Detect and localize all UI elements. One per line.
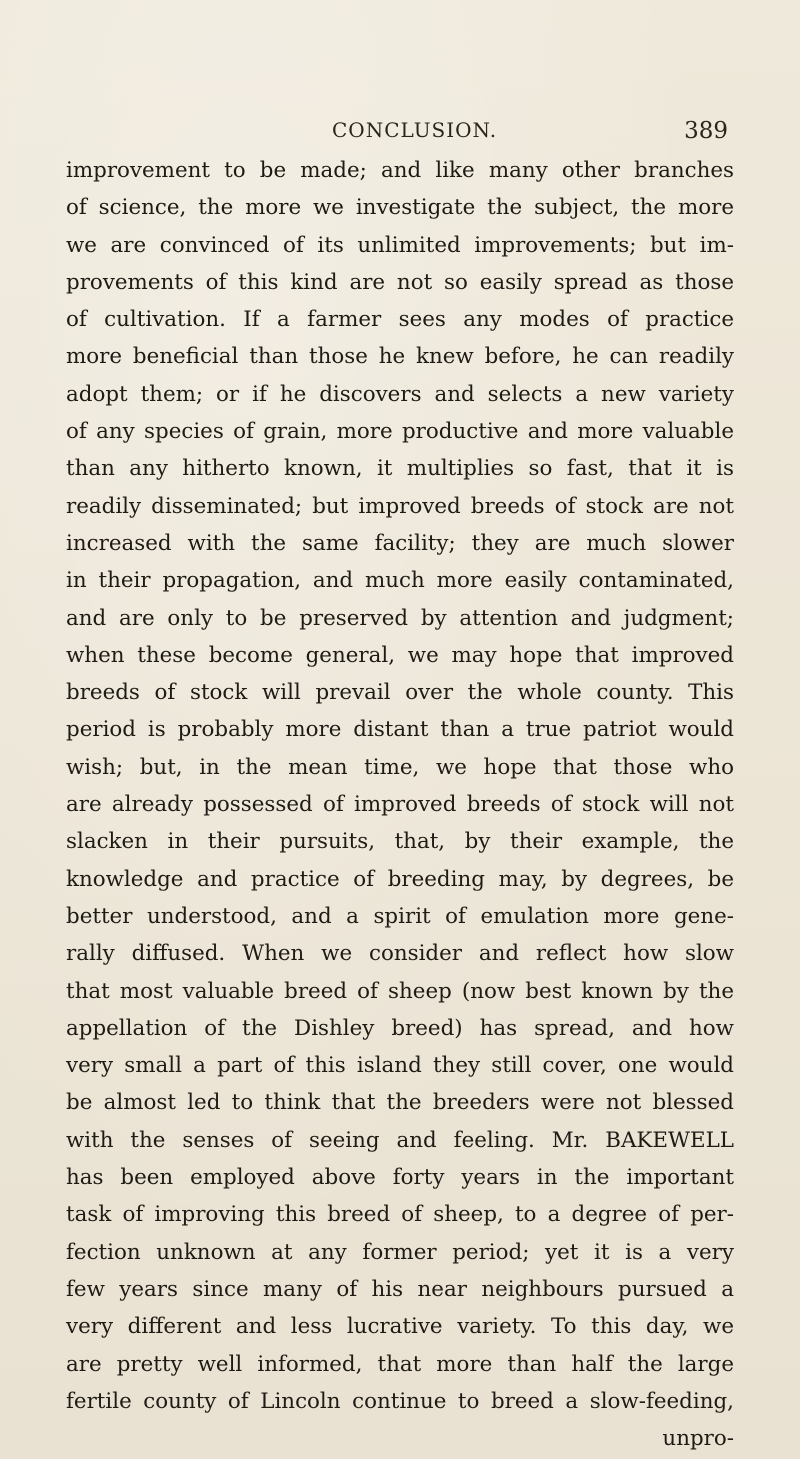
text-line: when these become general, we may hope that improved <box>66 642 734 668</box>
text-line: task of improving this breed of sheep, to a degree of per- <box>66 1202 734 1228</box>
text-line: than any hitherto known, it multiplies so fast, that it is <box>66 456 734 482</box>
text-line: wish; but, in the mean time, we hope that those who <box>66 754 734 780</box>
text-line: appellation of the Dishley breed) has spread, and how <box>66 1015 734 1041</box>
text-line: knowledge and practice of breeding may, by degrees, be <box>66 866 734 892</box>
catchword: unpro- <box>662 1426 734 1452</box>
page-header <box>60 118 728 154</box>
text-line: fertile county of Lincoln continue to breed a slow-feeding, <box>66 1388 734 1414</box>
text-line: has been employed above forty years in the important <box>66 1165 734 1191</box>
text-line: few years since many of his near neighbours pursued a <box>66 1276 734 1302</box>
running-head: CONCLUSION. <box>332 118 498 142</box>
text-line: with the senses of seeing and feeling. Mr. BAKEWELL <box>66 1127 734 1153</box>
text-line: improvement to be made; and like many other branches <box>66 158 734 183</box>
text-line: adopt them; or if he discovers and selects a new variety <box>66 381 734 407</box>
text-line: better understood, and a spirit of emulation more gene- <box>66 903 734 929</box>
body-text <box>66 152 734 1457</box>
text-line: in their propagation, and much more easily contaminated, <box>66 568 734 594</box>
text-line: we are convinced of its unlimited improvements; but im- <box>66 232 734 258</box>
page-number: 389 <box>684 118 728 144</box>
text-line: more beneficial than those he knew before, he can readily <box>66 344 734 370</box>
text-line: rally diffused. When we consider and reflect how slow <box>66 941 734 967</box>
text-line: very different and less lucrative variety. To this day, we <box>66 1314 734 1340</box>
text-line: slacken in their pursuits, that, by their example, the <box>66 829 734 855</box>
text-line: period is probably more distant than a true patriot would <box>66 717 734 743</box>
text-line: are pretty well informed, that more than half the large <box>66 1351 734 1377</box>
text-line: of cultivation. If a farmer sees any modes of practice <box>66 307 734 333</box>
text-line: very small a part of this island they still cover, one would <box>66 1053 734 1079</box>
text-line: be almost led to think that the breeders were not blessed <box>66 1090 734 1116</box>
text-line: of any species of grain, more productive and more valuable <box>66 419 734 445</box>
text-line: provements of this kind are not so easily spread as those <box>66 269 734 295</box>
text-line: breeds of stock will prevail over the whole county. This <box>66 680 734 706</box>
text-line: readily disseminated; but improved breeds of stock are not <box>66 493 734 519</box>
text-line: increased with the same facility; they are much slower <box>66 530 734 556</box>
text-line: of science, the more we investigate the subject, the more <box>66 195 734 221</box>
text-line: are already possessed of improved breeds of stock will not <box>66 792 734 818</box>
text-line: that most valuable breed of sheep (now best known by the <box>66 978 734 1004</box>
text-line: fection unknown at any former period; yet it is a very <box>66 1239 734 1265</box>
text-line: and are only to be preserved by attention and judgment; <box>66 605 734 631</box>
